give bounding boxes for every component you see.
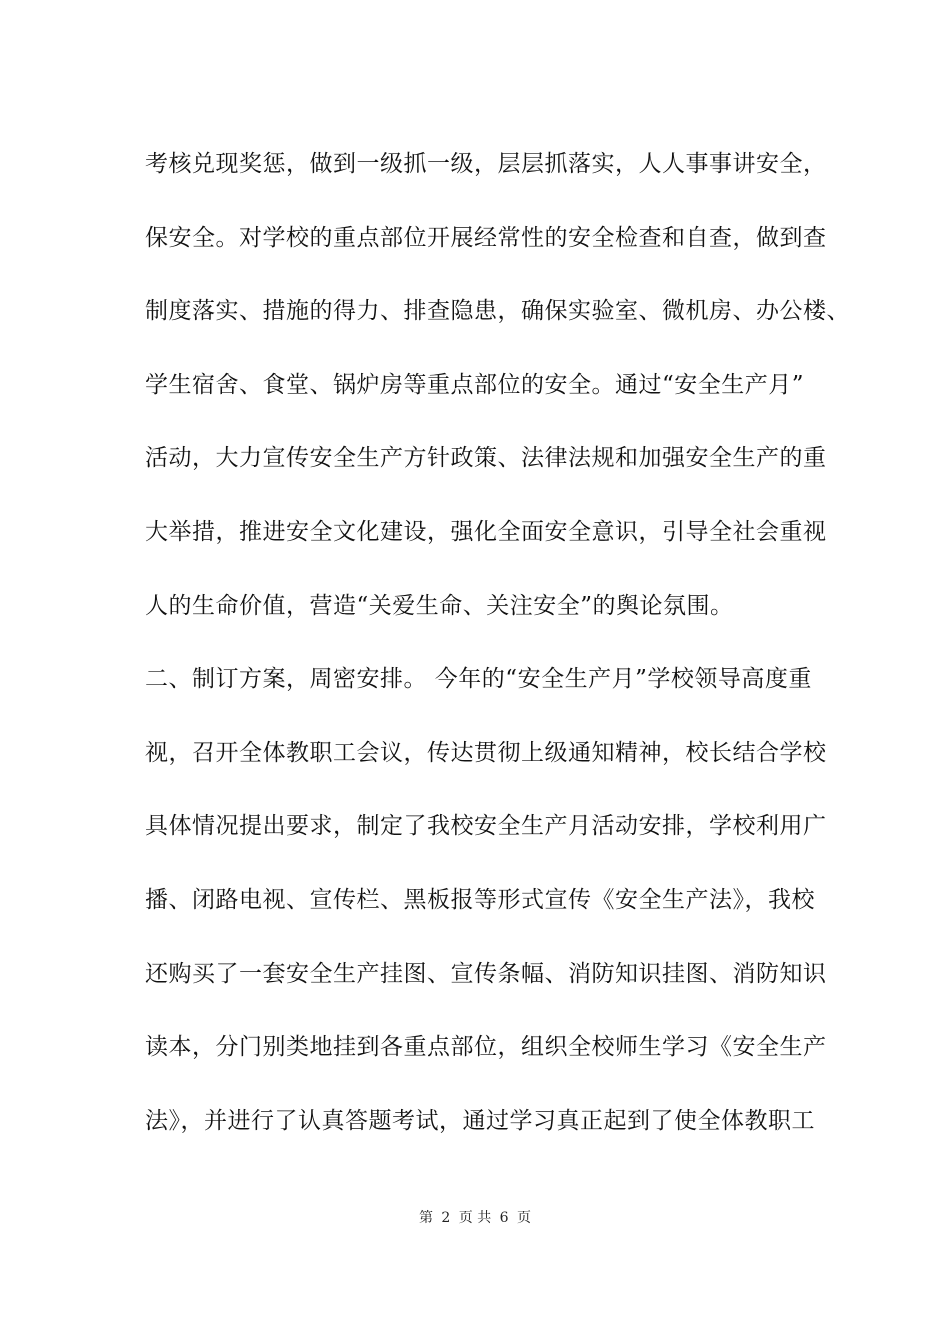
text-line: 活动，大力宣传安全生产方针政策、法律法规和加强安全生产的重 — [145, 445, 827, 472]
footer-current-page: 2 — [441, 1210, 451, 1226]
footer-middle: 页 共 — [458, 1210, 492, 1226]
text-line: 视，召开全体教职工会议，传达贯彻上级通知精神，校长结合学校 — [145, 739, 827, 766]
text-line: 保安全。对学校的重点部位开展经常性的安全检查和自查，做到查 — [145, 224, 827, 251]
page-footer — [0, 1208, 950, 1228]
body-text — [145, 128, 850, 1158]
text-line: 二、制订方案，周密安排。 今年的“安全生产月”学校领导高度重 — [145, 666, 812, 693]
text-line: 人的生命价值，营造“关爱生命、关注安全”的舆论氛围。 — [145, 592, 734, 619]
footer-suffix: 页 — [517, 1210, 532, 1226]
footer-total-pages: 6 — [499, 1210, 509, 1226]
text-line: 考核兑现奖惩，做到一级抓一级，层层抓落实，人人事事讲安全， — [145, 151, 827, 177]
text-line: 还购买了一套安全生产挂图、宣传条幅、消防知识挂图、消防知识 — [145, 960, 827, 987]
text-line: 具体情况提出要求，制定了我校安全生产月活动安排，学校利用广 — [145, 813, 827, 840]
text-line: 学生宿舍、食堂、锅炉房等重点部位的安全。通过“安全生产月” — [145, 371, 805, 398]
text-line: 播、闭路电视、宣传栏、黑板报等形式宣传《安全生产法》，我校 — [145, 886, 815, 913]
text-line: 大举措，推进安全文化建设，强化全面安全意识，引导全社会重视 — [145, 518, 827, 545]
footer-prefix: 第 — [418, 1210, 433, 1226]
text-line: 法》，并进行了认真答题考试，通过学习真正起到了使全体教职工 — [145, 1107, 815, 1134]
text-line: 读本，分门别类地挂到各重点部位，组织全校师生学习《安全生产 — [145, 1034, 827, 1061]
text-line: 制度落实、措施的得力、排查隐患，确保实验室、微机房、办公楼、 — [145, 298, 850, 325]
